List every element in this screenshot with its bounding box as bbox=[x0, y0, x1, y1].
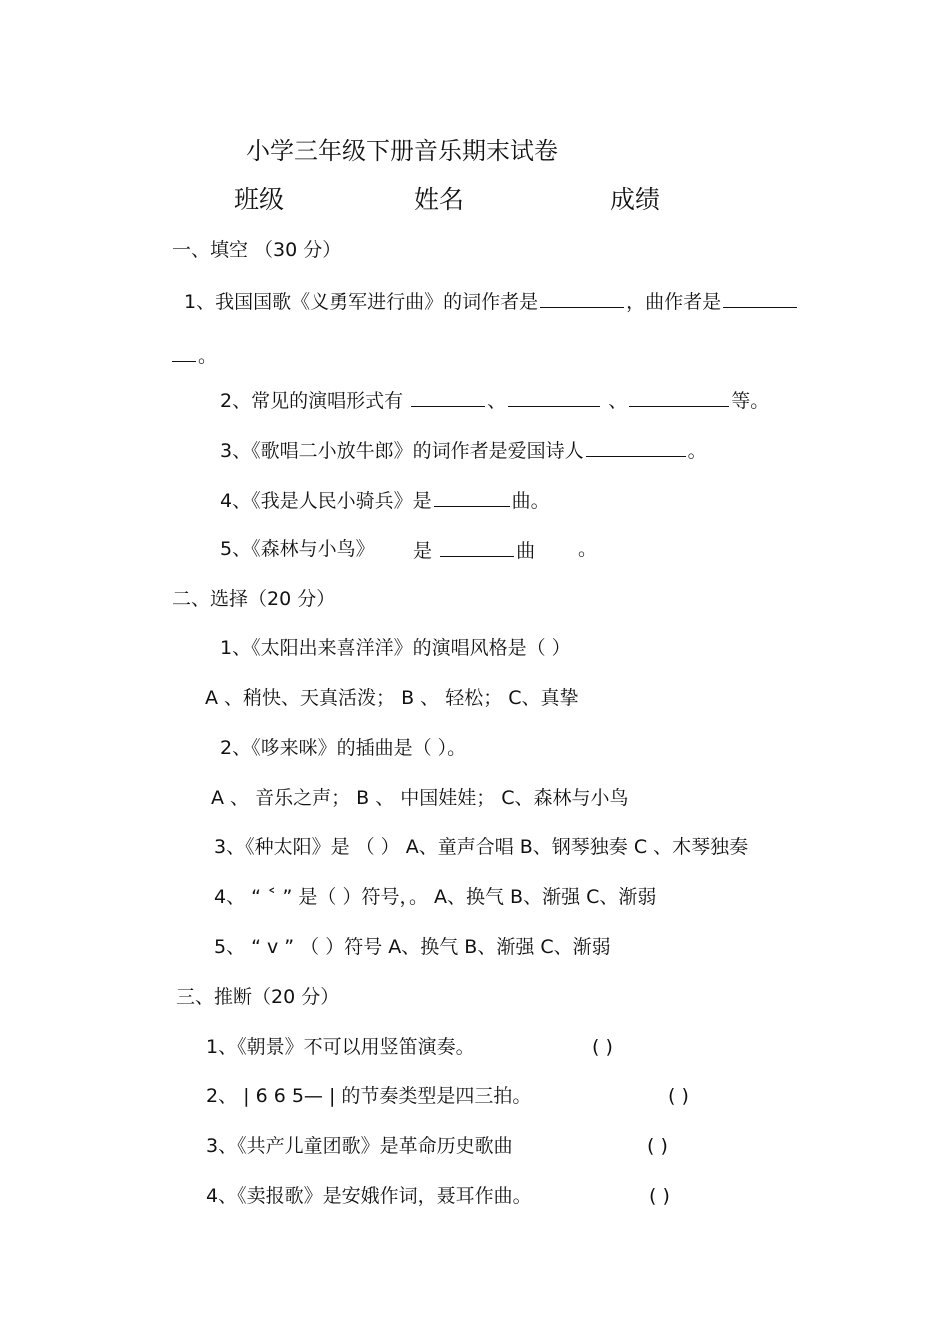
answer-blank[interactable] bbox=[440, 537, 514, 557]
q3-text-end: 。 bbox=[687, 440, 707, 462]
fill-question-1 bbox=[184, 288, 799, 312]
q2-text-a: 2、常见的演唱形式有 bbox=[220, 390, 404, 412]
answer-parentheses[interactable]: ( ) bbox=[647, 1135, 668, 1157]
fill-question-2 bbox=[220, 387, 769, 411]
class-label: 班级 bbox=[234, 185, 285, 214]
fill-question-1-cont bbox=[172, 342, 217, 366]
section-1-heading: 一、填空 （30 分） bbox=[172, 239, 342, 261]
section-3-heading: 三、推断（20 分） bbox=[176, 986, 340, 1008]
section-2-heading: 二、选择（20 分） bbox=[172, 588, 336, 610]
q1-text-a: 1、我国国歌《义勇军进行曲》的词作者是 bbox=[184, 291, 539, 313]
score-label: 成绩 bbox=[610, 185, 661, 214]
fill-question-5 bbox=[220, 537, 375, 561]
choice-question-2-options: A 、 音乐之声； B 、 中国娃娃； C、森林与小鸟 bbox=[211, 787, 629, 809]
answer-parentheses[interactable]: ( ) bbox=[668, 1085, 689, 1107]
fill-question-5-cont bbox=[413, 537, 535, 561]
judge-question-2: 2、 | 6 6 5— | 的节奏类型是四三拍。 bbox=[206, 1085, 532, 1107]
answer-blank[interactable] bbox=[629, 387, 729, 407]
q2-sep-2: 、 bbox=[608, 390, 628, 412]
judge-question-3: 3、《共产儿童团歌》是革命历史歌曲 bbox=[206, 1135, 513, 1157]
q5-text-a: 5、《森林与小鸟》 bbox=[220, 538, 375, 560]
q2-text-end: 等。 bbox=[731, 390, 770, 412]
q4-text-end: 曲。 bbox=[511, 490, 550, 512]
q5-text-c: 曲 bbox=[516, 540, 536, 562]
q1-text-c: 。 bbox=[198, 345, 218, 367]
answer-blank[interactable] bbox=[723, 288, 797, 308]
answer-parentheses[interactable]: ( ) bbox=[592, 1036, 613, 1058]
q3-text-a: 3、《歌唱二小放牛郎》的词作者是爱国诗人 bbox=[220, 440, 584, 462]
q1-text-b: ，曲作者是 bbox=[626, 291, 722, 313]
answer-blank[interactable] bbox=[586, 437, 686, 457]
choice-question-1-options: A 、稍快、天真活泼； B 、 轻松； C、真挚 bbox=[205, 687, 579, 709]
fill-question-3 bbox=[220, 437, 707, 461]
judge-question-4: 4、《卖报歌》是安娥作词，聂耳作曲。 bbox=[206, 1185, 532, 1207]
answer-blank[interactable] bbox=[508, 387, 600, 407]
answer-blank[interactable] bbox=[172, 342, 196, 362]
choice-question-1: 1、《太阳出来喜洋洋》的演唱风格是（ ） bbox=[220, 637, 571, 659]
answer-blank[interactable] bbox=[540, 288, 624, 308]
fill-question-4 bbox=[220, 487, 550, 511]
q4-text-a: 4、《我是人民小骑兵》是 bbox=[220, 490, 432, 512]
q2-sep-1: 、 bbox=[487, 390, 507, 412]
q5-text-b: 是 bbox=[413, 540, 433, 562]
choice-question-5: 5、 “ v ” （ ）符号 A、换气 B、渐强 C、渐弱 bbox=[214, 936, 611, 958]
name-label: 姓名 bbox=[414, 185, 465, 214]
judge-question-1: 1、《朝景》不可以用竖笛演奏。 bbox=[206, 1036, 475, 1058]
page-title: 小学三年级下册音乐期末试卷 bbox=[246, 137, 558, 165]
q5-text-end: 。 bbox=[578, 538, 598, 560]
answer-blank[interactable] bbox=[434, 487, 510, 507]
answer-blank[interactable] bbox=[411, 387, 485, 407]
choice-question-3: 3、《种太阳》是 （ ） A、童声合唱 B、钢琴独奏 C 、木琴独奏 bbox=[214, 836, 749, 858]
choice-question-2: 2、《哆来咪》的插曲是（ ）。 bbox=[220, 737, 467, 759]
choice-question-4: 4、 “ ˂ ” 是（ ）符号，。 A、换气 B、渐强 C、渐弱 bbox=[214, 886, 657, 908]
answer-parentheses[interactable]: ( ) bbox=[649, 1185, 670, 1207]
